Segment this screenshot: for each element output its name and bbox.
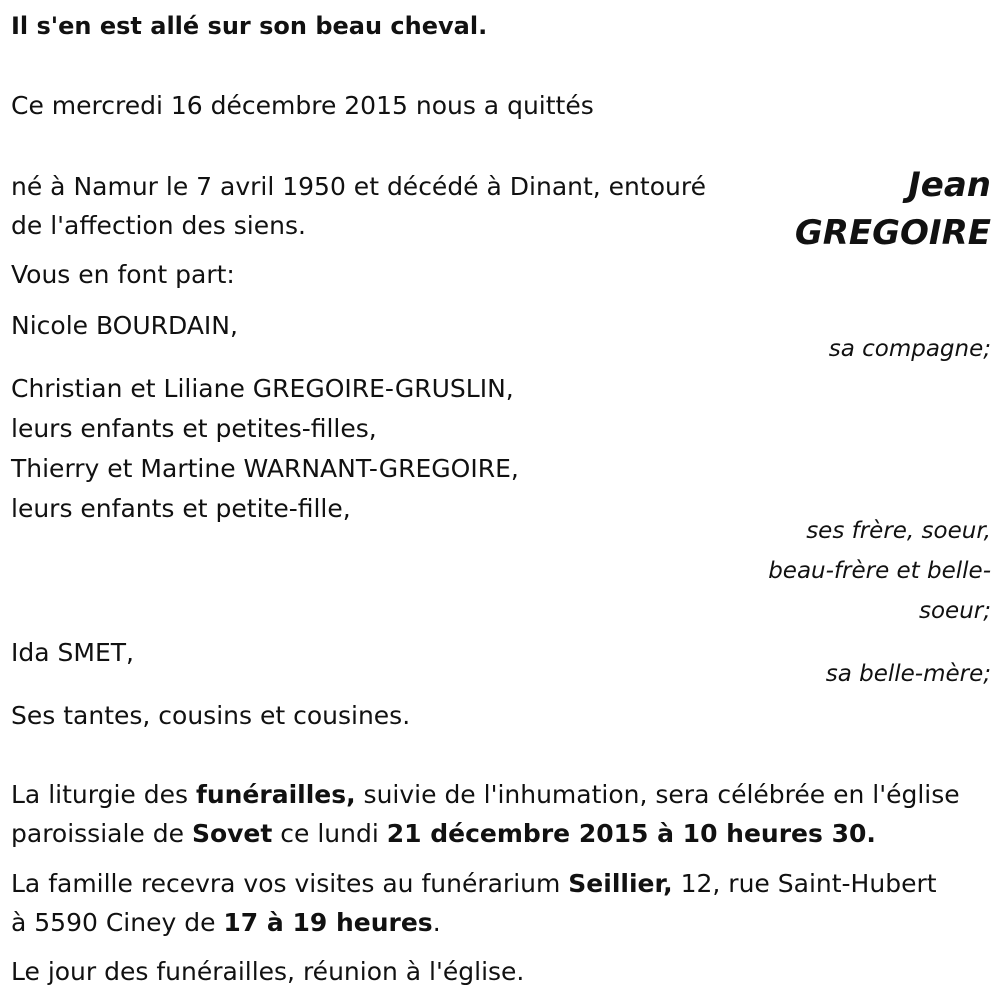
family-member-line: Nicole BOURDAIN, (11, 311, 238, 340)
birth-line-1: né à Namur le 7 avril 1950 et décédé à Dinant, entouré (11, 172, 706, 201)
family-relation: sa belle-mère; (825, 661, 991, 687)
visits-line-1 (11, 871, 937, 896)
family-member-line: Christian et Liliane GREGOIRE-GRUSLIN, (11, 374, 514, 403)
family-member-line: leurs enfants et petite-fille, (11, 494, 351, 523)
relatives-line: Ses tantes, cousins et cousines. (11, 701, 411, 730)
heading: Il s'en est allé sur son beau cheval. (11, 12, 488, 40)
death-line: Ce mercredi 16 décembre 2015 nous a quittés (11, 91, 594, 120)
funeral-keyword: funérailles, (195, 780, 356, 809)
visits-text: . (432, 908, 441, 937)
family-member-line: Ida SMET, (11, 638, 134, 667)
family-member-line: Thierry et Martine WARNANT-GREGOIRE, (11, 454, 519, 483)
visits-text: La famille recevra vos visites au funérarium (11, 869, 569, 898)
birth-line-2: de l'affection des siens. (11, 211, 306, 240)
visits-line-2 (11, 910, 441, 935)
funerarium-name: Seillier, (568, 869, 673, 898)
funeral-text: paroissiale de (11, 819, 192, 848)
funeral-text: La liturgie des (11, 780, 196, 809)
deceased-last-name: GREGOIRE (794, 213, 991, 253)
funeral-text: ce lundi (272, 819, 387, 848)
visits-text: 12, rue Saint-Hubert (672, 869, 937, 898)
funeral-line-1 (11, 782, 960, 807)
funeral-place: Sovet (191, 819, 273, 848)
deceased-first-name: Jean (908, 165, 991, 205)
visits-text: à 5590 Ciney de (11, 908, 224, 937)
reunion-line: Le jour des funérailles, réunion à l'église. (11, 957, 525, 986)
family-member-line: leurs enfants et petites-filles, (11, 414, 377, 443)
funeral-datetime: 21 décembre 2015 à 10 heures 30. (386, 819, 876, 848)
family-relation: beau-frère et belle- (768, 558, 991, 584)
family-relation: sa compagne; (828, 336, 991, 362)
visits-hours: 17 à 19 heures (223, 908, 433, 937)
funeral-text: suivie de l'inhumation, sera célébrée en l'église (355, 780, 960, 809)
family-relation: soeur; (919, 598, 991, 624)
funeral-line-2 (11, 821, 876, 846)
announce-line: Vous en font part: (11, 260, 235, 289)
family-relation: ses frère, soeur, (806, 518, 991, 544)
